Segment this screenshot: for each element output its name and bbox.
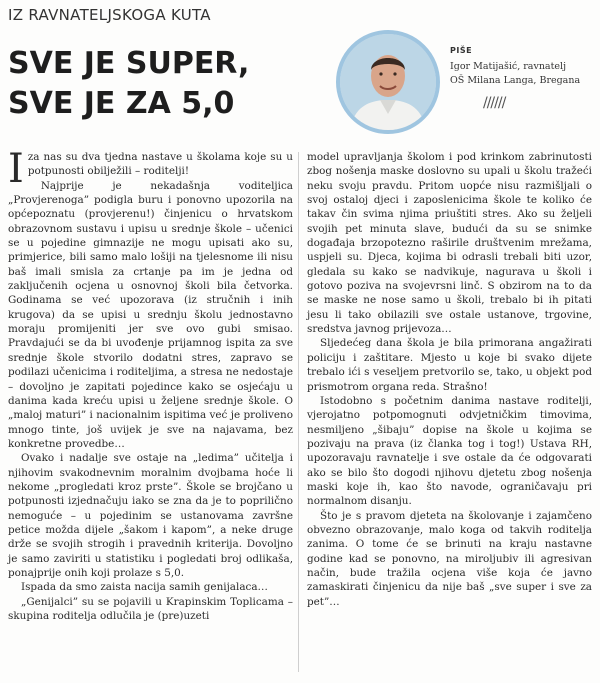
author-name: Igor Matijašić, ravnatelj — [450, 61, 567, 72]
article-paragraph: Najprije je nekadašnja voditeljica „Provjerenoga” podigla buru i ponovno upozorila na općepoznatu (provjerenu!) činjenicu o hrvatskom obrazovnom sustavu i upisu u srednje škole – učenici se u pojedine gimnazije ne mogu upisati ako su, primjerice, bili samo malo lošiji na tjelesnome ili nisu baš imali smisla za crtanje pa im je jedna od zaključenih ocjena u osnovnoj školi bila četvorka. Godinama se već upozorava (iz stručnih i inih krugova) da se upisi u srednju školu jednostavno moraju promijeniti jer sve ovo gubi smisao. Pravdajući se da bi uvođenje prijamnog ispita za sve srednje škole stvorilo dodatni stres, zapravo se podilazi učenicima i roditeljima, a stresa ne nedostaje – dovoljno je zapitati pojedince kako se osjećaju u danima kada kreću upisi u željene srednje škole. O „maloj maturi” i nacionalnim ispitima već je proliveno mnogo tinte, još uvijek je sve na najavama, bez konkretne provedbe… — [8, 179, 293, 450]
column-divider — [298, 152, 299, 672]
article-paragraph: „Genijalci” su se pojavili u Krapinskim Toplicama – skupina roditelja odlučila je (pre)uzeti — [8, 595, 293, 622]
article-paragraph: model upravljanja školom i pod krinkom zabrinutosti zbog nošenja maske doslovno su upali u školu tražeći neku svoju pravdu. Pritom uopće nisu razmišljali o svoj ostaloj djeci i zaposlenicima škole te koliko će takav čin svima njima priuštiti stres. Ako su željeli svojih pet minuta slave, budući da su se snimke događaja brzopotezno raširile društvenim mrežama, uspjeli su. Djeca, kojima bi odrasli trebali biti uzor, gledala su kako se nadvikuje, nagurava u školi i gotovo poziva na svojevrsni linč. S obzirom na to da se maske ne nose samo u školi, trebalo bi ih pitati jesu li tako obilazili sve ostale ustanove, trgovine, sredstva javnog prijevoza… — [307, 151, 592, 336]
article-column-2 — [307, 150, 592, 609]
article-paragraph: Istodobno s početnim danima nastave roditelji, vjerojatno potpomognuti odvjetničkim timovima, nesmiljeno „šibaju” dopise na škole u kojima se pozivaju na prava (iz članka tog i tog!) Ustava RH, upozoravaju ravnatelje i sve ostale da će odgovarati ako se bilo što dogodi njihovu djetetu zbog nošenja maski koje ih, kao što navode, ograničavaju pri normalnom disanju. — [307, 394, 592, 508]
drop-cap: I — [8, 146, 24, 192]
headline-line-1: SVE JE SUPER, — [8, 46, 250, 81]
article-paragraph: Ovako i nadalje sve ostaje na „ledima” učitelja i njihovim svakodnevnim moralnim dvojbama hoće li nekome „progledati kroz prste”. Škole se brojčano u potpunosti izjednačuju iako se zna da je to poprilično nemoguće – u pojedinim se ustanovama završne petice možda dijele „šakom i kapom”, a neke druge drže se svojih strogih i pravednih kriterija. Dovoljno je samo zaviriti u statistiku i pogledati broj odlikaša, ponajprije onih koji prolaze s 5,0. — [8, 452, 293, 579]
article-paragraph: Što je s pravom djeteta na školovanje i zajamčeno obvezno obrazovanje, malo koga od takvih roditelja zanima. O tome će se brinuti na kraju nastavne godine kad se ponovno, na miroljubiv ili agresivan način, bude tražila ocjena više koja će javno zamaskirati činjenicu da nije baš „sve super i sve za pet”… — [307, 509, 592, 608]
headline-line-2: SVE JE ZA 5,0 — [8, 86, 235, 121]
section-kicker: IZ RAVNATELJSKOGA KUTA — [8, 6, 211, 24]
author-portrait-icon — [340, 34, 436, 130]
author-school: OŠ Milana Langa, Bregana — [450, 75, 581, 86]
article-column-1 — [8, 146, 293, 623]
article-paragraph: Sljedećeg dana škola je bila primorana angažirati policiju i zaštitare. Mjesto u koje bi svako dijete trebalo ići s veseljem pretvorilo se, tako, u objekt pod prismotrom organa reda. Strašno! — [307, 337, 592, 393]
article-paragraph: Ispada da smo zaista nacija samih genijalaca… — [21, 581, 268, 594]
author-photo — [336, 30, 440, 134]
byline-label: PIŠE — [450, 46, 473, 55]
decorative-slashes: ////// — [483, 95, 506, 111]
author-byline — [450, 44, 600, 88]
article-paragraph: Iza nas su dva tjedna nastave u školama koje su u potpunosti obilježili – roditelji! — [8, 146, 293, 192]
article-headline — [8, 44, 338, 124]
